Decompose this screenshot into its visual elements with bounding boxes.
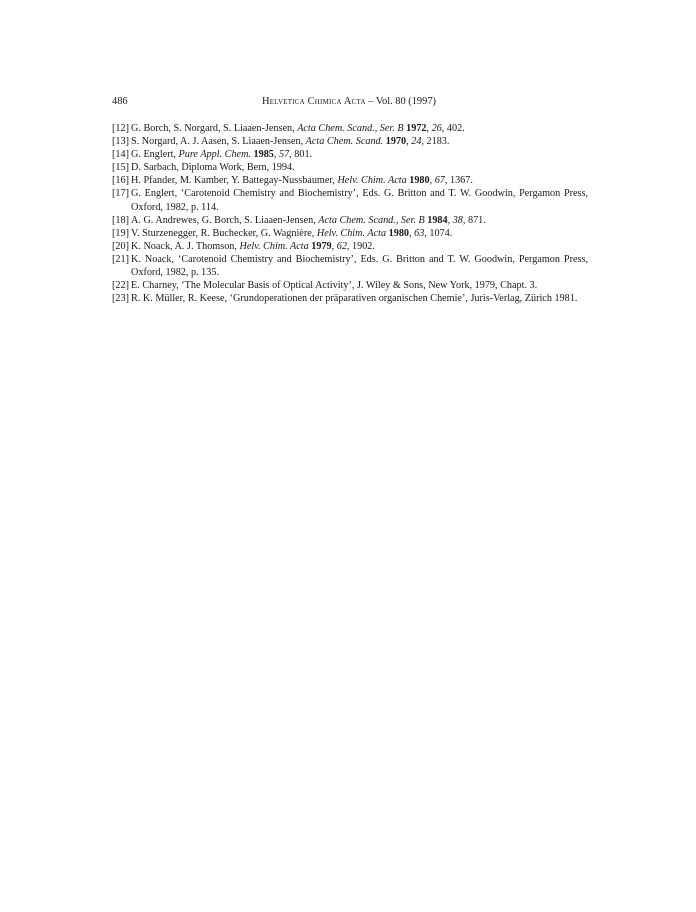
reference-journal: Pure Appl. Chem. [178, 149, 251, 161]
reference-segment: , [409, 227, 415, 239]
reference-year: 1980 [388, 227, 409, 239]
reference-year: 1985 [253, 149, 274, 161]
reference-journal: Acta Chem. Scand., Ser. B [318, 214, 425, 226]
reference-text [131, 253, 591, 279]
reference-segment: , 2183. [421, 136, 450, 148]
reference-item [112, 253, 591, 279]
reference-journal: 24 [411, 136, 422, 148]
reference-segment: R. K. Müller, R. Keese, ‘Grundoperationen der präparativen organischen Chemie’, Juris-Verlag, Zürich 1981. [131, 293, 578, 305]
reference-number: [12] [112, 123, 129, 134]
reference-year: 1980 [409, 175, 430, 187]
reference-year: 1984 [427, 214, 448, 226]
journal-volume: – Vol. 80 (1997) [365, 96, 436, 107]
reference-number: [16] [112, 175, 129, 187]
reference-text [131, 174, 588, 187]
reference-item [112, 174, 588, 187]
reference-segment: E. Charney, ‘The Molecular Basis of Optical Activity’, J. Wiley & Sons, New York, 1979, Chapt. 3. [131, 280, 538, 292]
reference-segment: K. Noack, ‘Carotenoid Chemistry and Biochemistry’, Eds. G. Britton and T. W. Goodwin, Pergamon Press, Oxford, 1982, p. 135. [131, 253, 591, 279]
reference-journal: 63 [414, 227, 425, 239]
reference-text [131, 161, 588, 174]
reference-segment: , [447, 214, 453, 226]
reference-item [112, 292, 588, 305]
reference-text [131, 214, 588, 227]
reference-segment: , [273, 149, 279, 161]
reference-item [112, 227, 588, 240]
reference-text [131, 292, 588, 305]
reference-list [112, 122, 591, 305]
reference-journal: 57 [278, 149, 290, 161]
reference-journal: 38 [452, 214, 463, 226]
reference-segment: H. Pfander, M. Kamber, Y. Battegay-Nussbaumer, [131, 175, 338, 187]
reference-segment: D. Sarbach, Diploma Work, Bern, 1994. [131, 162, 295, 174]
reference-text [131, 187, 591, 213]
reference-segment: G. Borch, S. Norgard, S. Liaaen-Jensen, [131, 123, 298, 134]
reference-number: [21] [112, 253, 129, 265]
reference-segment: V. Sturzenegger, R. Buchecker, G. Wagnière, [131, 227, 317, 239]
reference-number: [18] [112, 214, 129, 226]
reference-text [131, 148, 588, 161]
reference-year: 1972 [406, 123, 427, 134]
reference-journal: Acta Chem. Scand., Ser. B [297, 123, 404, 134]
reference-number: [22] [112, 280, 129, 292]
reference-text [131, 240, 588, 253]
journal-name: Helvetica Chimica Acta [262, 96, 366, 107]
reference-item [112, 214, 588, 227]
reference-journal: Helv. Chim. Acta [337, 175, 407, 187]
reference-number: [19] [112, 227, 129, 239]
reference-segment: , [331, 240, 337, 252]
reference-number: [23] [112, 293, 129, 305]
reference-number: [14] [112, 149, 129, 161]
reference-item [112, 148, 588, 161]
reference-journal: Helv. Chim. Acta [316, 227, 387, 239]
reference-item [112, 161, 588, 174]
reference-journal: 62 [336, 240, 347, 252]
reference-segment: , 801. [289, 149, 313, 161]
reference-text [131, 135, 588, 148]
reference-item [112, 187, 591, 213]
reference-journal: Helv. Chim. Acta [239, 240, 309, 252]
reference-item [112, 122, 588, 135]
reference-segment: , 402. [441, 123, 465, 134]
reference-segment: K. Noack, A. J. Thomson, [131, 240, 240, 252]
running-head [112, 95, 586, 109]
reference-segment: G. Englert, ‘Carotenoid Chemistry and Biochemistry’, Eds. G. Britton and T. W. Goodwin, Pergamon Press, Oxford, 1982, p. 114. [131, 188, 591, 213]
reference-segment: G. Englert, [131, 149, 179, 161]
reference-segment: S. Norgard, A. J. Aasen, S. Liaaen-Jensen, [131, 136, 306, 148]
reference-number: [20] [112, 240, 129, 252]
reference-segment: , [406, 136, 412, 148]
reference-number: [15] [112, 162, 129, 174]
reference-segment: , 871. [462, 214, 486, 226]
reference-segment: , 1074. [424, 227, 453, 239]
reference-item [112, 135, 588, 148]
reference-year: 1979 [311, 240, 332, 252]
reference-segment: , 1367. [444, 175, 473, 187]
reference-number: [13] [112, 136, 129, 148]
reference-text [131, 122, 588, 135]
reference-item [112, 279, 588, 292]
reference-segment: , [426, 123, 432, 134]
reference-segment: A. G. Andrewes, G. Borch, S. Liaaen-Jensen, [131, 214, 319, 226]
reference-segment: , 1902. [346, 240, 375, 252]
page-number: 486 [112, 96, 128, 107]
reference-journal: Acta Chem. Scand. [305, 136, 384, 148]
reference-year: 1970 [385, 136, 407, 148]
reference-segment: , [429, 175, 435, 187]
reference-item [112, 240, 588, 253]
reference-text [131, 227, 588, 240]
reference-journal: 67 [434, 175, 445, 187]
reference-journal: 26 [431, 123, 442, 134]
reference-text [131, 279, 588, 292]
journal-running-title [112, 95, 586, 109]
reference-number: [17] [112, 188, 129, 200]
